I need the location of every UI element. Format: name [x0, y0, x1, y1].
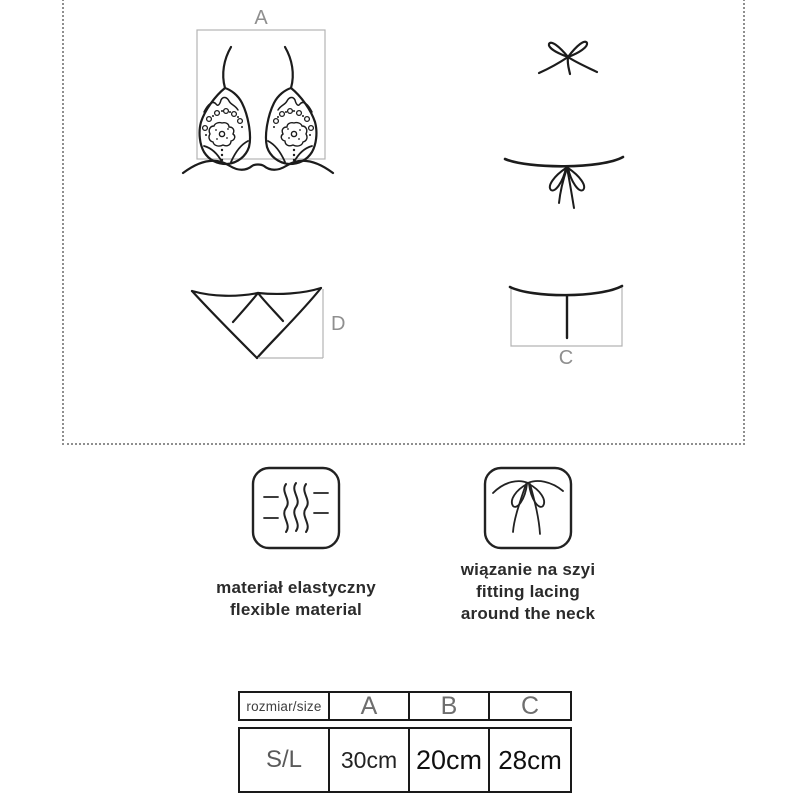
caption-line: around the neck — [460, 604, 596, 623]
bra-cup-right — [266, 47, 316, 164]
measurement-d-label: D — [331, 313, 346, 335]
caption-line: wiązanie na szyi — [460, 560, 596, 579]
size-table-header-row — [238, 691, 572, 721]
size-table-cell: 28cm — [488, 729, 570, 791]
panties-back-drawing — [510, 286, 622, 346]
size-table-data-row — [238, 727, 572, 793]
size-table-header-cell: B — [408, 693, 488, 719]
measurement-a-label: A — [254, 7, 268, 29]
bra-cup-left — [200, 47, 250, 164]
neck-lacing-caption — [412, 559, 644, 625]
size-table-header-cell: C — [488, 693, 570, 719]
caption-line: materiał elastyczny — [216, 578, 376, 597]
caption-line: flexible material — [230, 600, 362, 619]
size-table-header-cell: rozmiar/size — [246, 698, 322, 714]
panties-front-drawing — [192, 288, 321, 358]
size-table-cell: 30cm — [328, 729, 408, 791]
size-table-cell: S/L — [265, 746, 303, 773]
size-table-cell: 20cm — [408, 729, 488, 791]
neck-lacing-icon — [483, 466, 573, 551]
bikini-top-back-band-drawing — [505, 157, 623, 208]
bra-under-band — [183, 161, 333, 173]
bikini-top-front-drawing — [183, 47, 333, 173]
bikini-top-back-knot-drawing — [539, 42, 597, 74]
size-table-header-cell: A — [328, 693, 408, 719]
caption-line: fitting lacing — [476, 582, 580, 601]
flexible-material-caption — [165, 577, 427, 621]
measurement-c-label: C — [558, 347, 574, 369]
flexible-material-icon — [251, 466, 341, 551]
